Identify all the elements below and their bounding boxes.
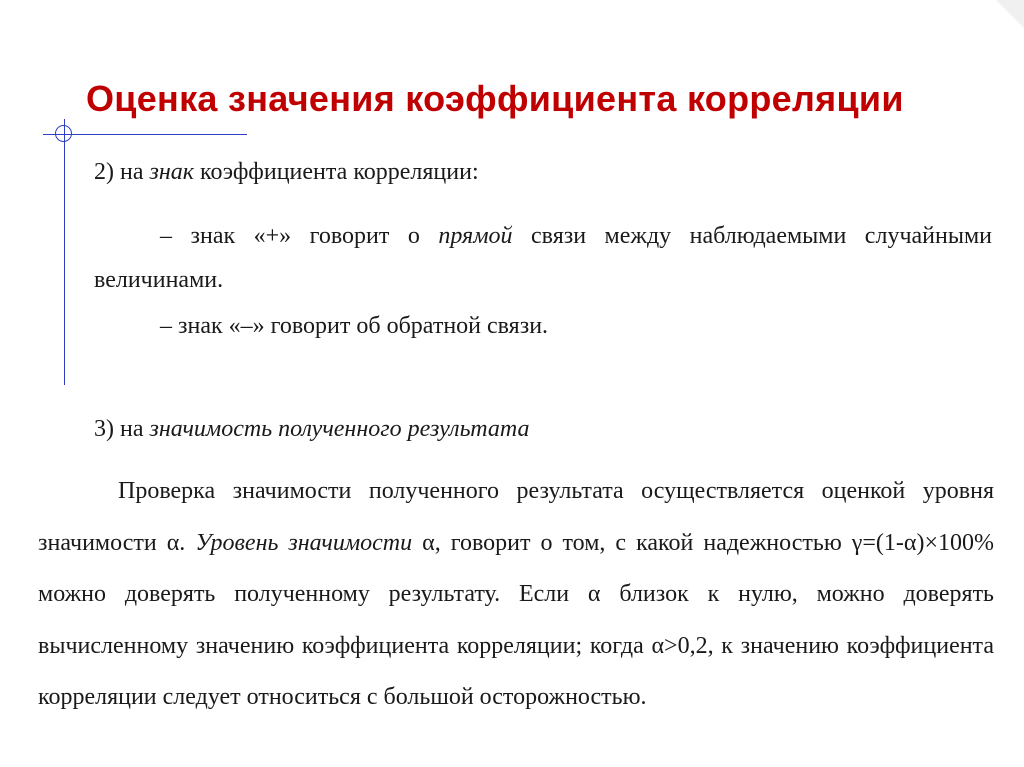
slide-title: Оценка значения коэффициента корреляции [86,78,904,119]
bullet-positive-emphasis: прямой [438,223,513,249]
bullet-positive-prefix: – знак «+» говорит о [160,223,439,249]
crosshair-vertical-line [64,119,65,385]
item-3-emphasis: значимость полученного результата [149,416,530,442]
item-2-emphasis: знак [149,159,194,185]
item-2-bullet-positive [160,222,992,250]
item-2-bullet-negative: – знак «–» говорит об обратной связи. [160,313,549,339]
paragraph-emphasis: Уровень значимости [195,529,413,556]
significance-paragraph [38,466,994,724]
page-corner-fold [996,0,1024,28]
item-2-prefix: 2) на [94,159,150,185]
crosshair-circle-icon [55,125,72,142]
item-2-heading [94,158,479,186]
bullet-positive-suffix: связи между наблюдаемыми случайными [512,223,993,249]
paragraph-part-1: Проверка значимости полученного результата осуществляется оценкой уровня значимости α. [38,478,994,556]
crosshair-horizontal-line [43,134,247,135]
item-3-prefix: 3) на [94,416,150,442]
paragraph-part-2: α, говорит о том, с какой надежностью γ=(1-α)×100% можно доверять полученному результату. Если α близок к нулю, можно доверять вычисленному значению коэффициента корреляции; когда α>0,2, к значению коэффициента корреляции следует относиться с большой осторожностью. [38,529,994,710]
item-2-bullet-positive-continuation: величинами. [94,267,224,293]
item-3-heading [94,415,529,443]
item-2-suffix: коэффициента корреляции: [194,159,479,185]
